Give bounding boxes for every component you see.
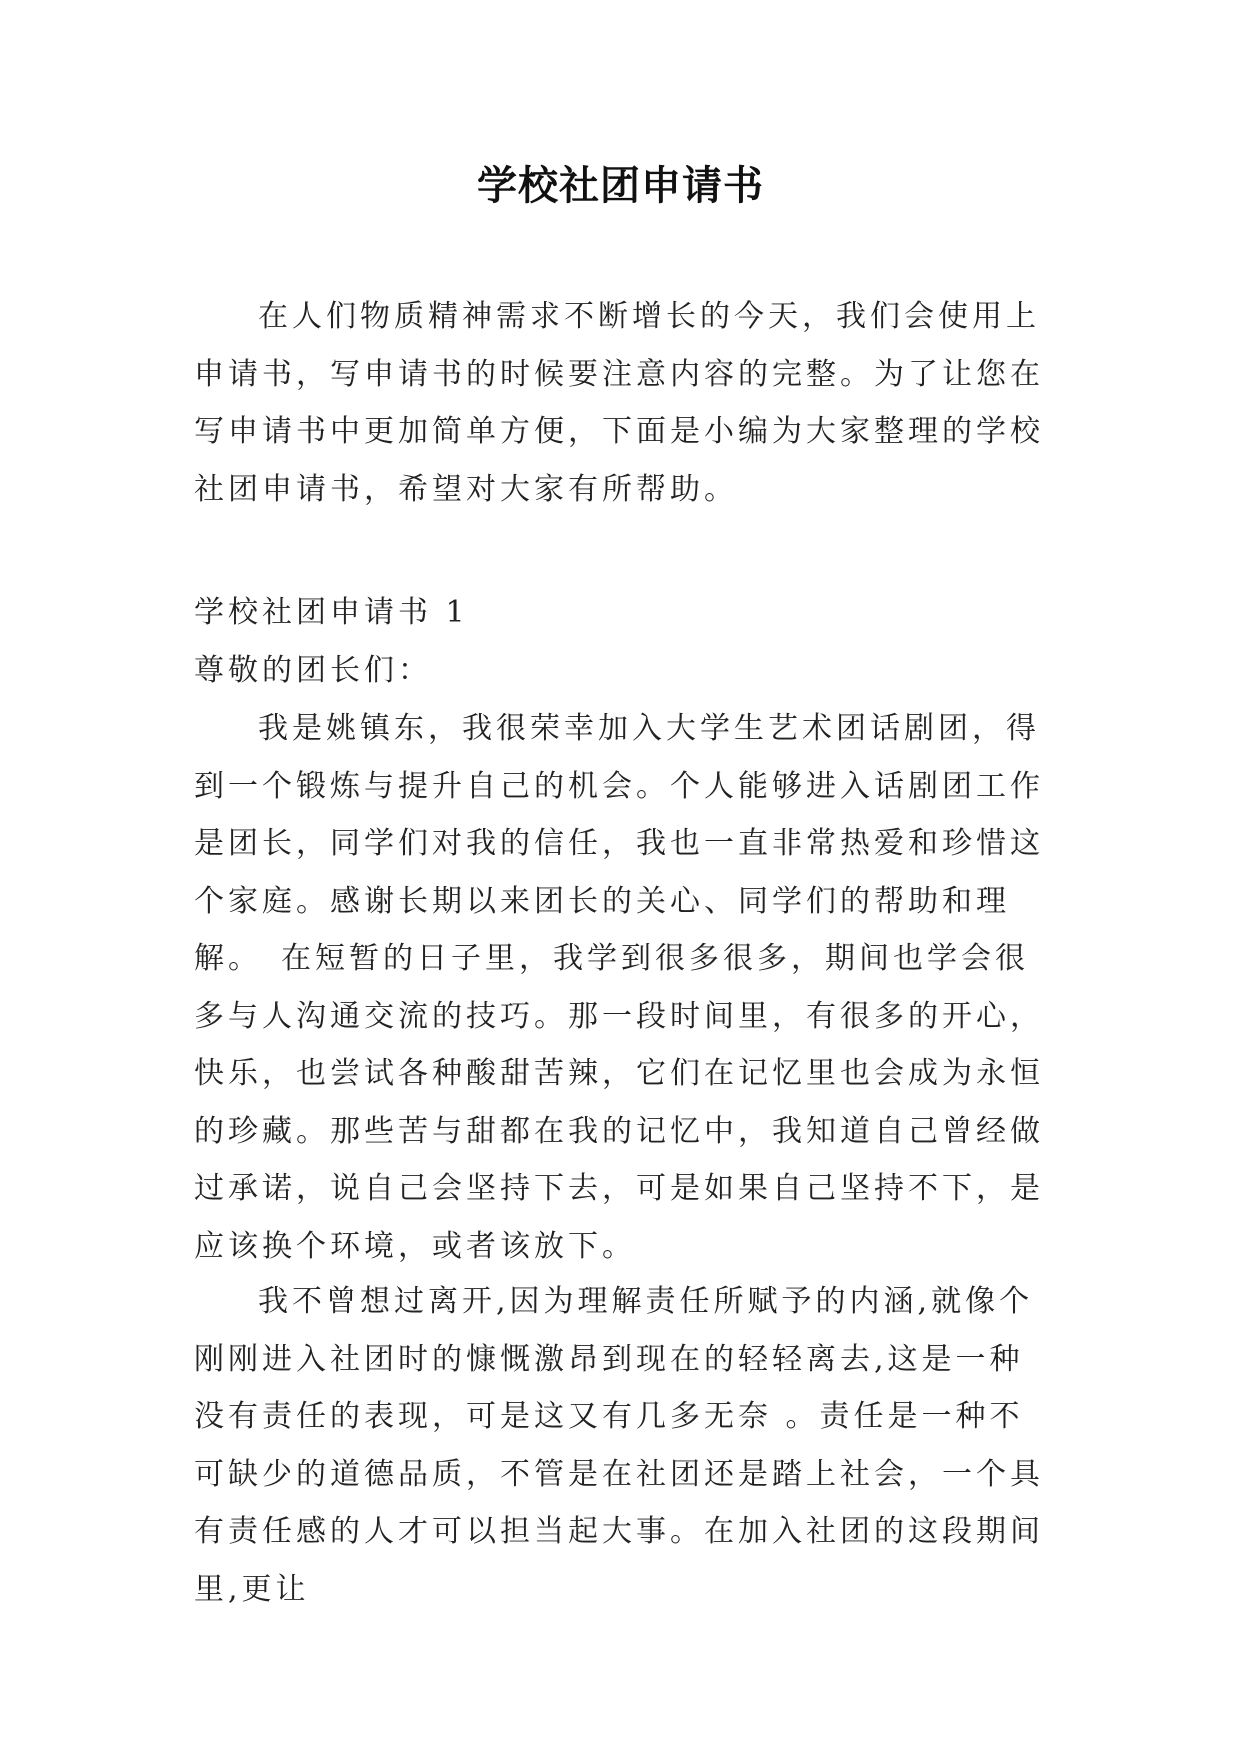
salutation: 尊敬的团长们： [194,653,432,688]
body-paragraph-1: 我是姚镇东，我很荣幸加入大学生艺术团话剧团，得到一个锻炼与提升自己的机会。个人能够进入话剧团工作是团长，同学们对我的信任，我也一直非常热爱和珍惜这个家庭。感谢长期以来团长的关心、同学们的帮助和理解。 在短暂的日子里，我学到很多很多，期间也学会很多与人沟通交流的技巧。那一段时间里，有很多的开心，快乐，也尝试各种酸甜苦辣，它们在记忆里也会成为永恒的珍藏。那些苦与甜都在我的记忆中，我知道自己曾经做过承诺，说自己会坚持下去，可是如果自己坚持不下，是应该换个环境，或者该放下。 [194,711,1044,1264]
document-title: 学校社团申请书 [477,162,764,209]
intro-paragraph: 在人们物质精神需求不断增长的今天，我们会使用上申请书，写申请书的时候要注意内容的完整。为了让您在写申请书中更加简单方便，下面是小编为大家整理的学校社团申请书，希望对大家有所帮助。 [194,299,1044,507]
body-paragraph-2: 我不曾想过离开,因为理解责任所赋予的内涵,就像个刚刚进入社团时的慷慨激昂到现在的轻轻离去,这是一种没有责任的表现，可是这又有几多无奈 。责任是一种不可缺少的道德品质，不管是在社团还是踏上社会，一个具有责任感的人才可以担当起大事。在加入社团的这段期间里,更让 [194,1284,1044,1607]
section-heading: 学校社团申请书 1 [194,595,469,630]
